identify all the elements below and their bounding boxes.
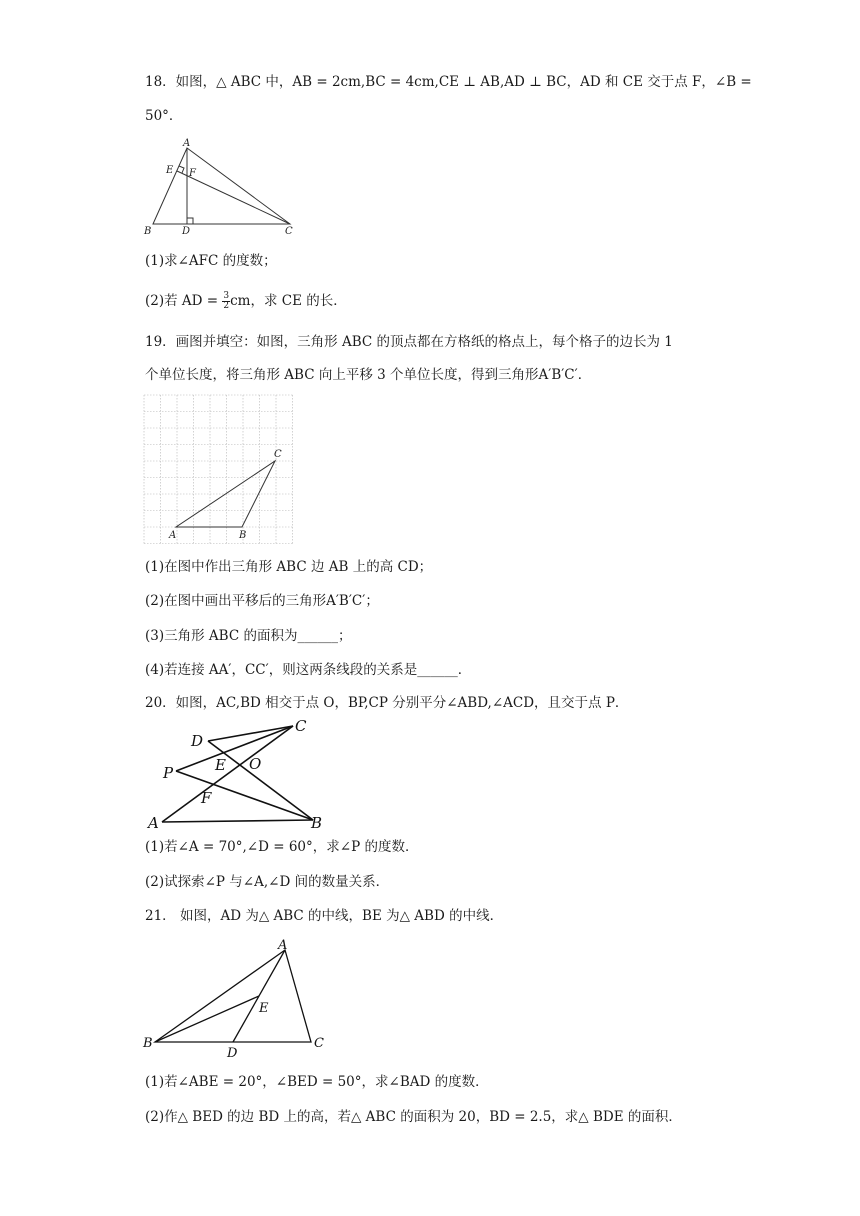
q21-label-d: D [227,1046,238,1061]
q19-stem-line1: 19．画图并填空：如图，三角形 ABC 的顶点都在方格纸的格点上，每个格子的边长为 1 [145,334,673,350]
q19-part3: (3)三角形 ABC 的面积为______； [145,628,352,644]
q19-part4: (4)若连接 AA′，CC′，则这两条线段的关系是______． [145,662,472,678]
q18-part2-prefix: (2)若 AD = [145,293,223,309]
q21-label-e: E [259,1001,269,1016]
q18-label-a: A [183,138,191,149]
q18-stem-line1: 18．如图，△ ABC 中，AB = 2cm,BC = 4cm,CE ⊥ AB,AD ⊥ BC，AD 和 CE 交于点 F，∠B = [145,74,752,90]
q21-label-a: A [278,938,288,953]
q20-label-c: C [295,717,307,735]
q21-part2: (2)作△ BED 的边 BD 上的高，若△ ABC 的面积为 20，BD = 2.5，求△ BDE 的面积． [145,1109,682,1125]
q21-label-c: C [314,1036,324,1051]
q18-label-c: C [285,226,293,237]
q18-frac-den: 2 [223,301,230,311]
q18-part2-suffix: cm，求 CE 的长． [230,293,347,309]
q20-label-o: O [249,755,262,773]
q20-stem: 20．如图，AC,BD 相交于点 O，BP,CP 分别平分∠ABD,∠ACD，且交于点 P． [145,695,629,711]
q18-label-b: B [144,226,152,237]
q18-fraction [222,292,230,311]
q20-part2: (2)试探索∠P 与∠A,∠D 间的数量关系． [145,874,390,890]
q20-label-d: D [191,732,204,750]
q19-label-a: A [169,530,177,541]
q19-stem-line2: 个单位长度，将三角形 ABC 向上平移 3 个单位长度，得到三角形A′B′C′． [145,367,592,383]
q19-part2: (2)在图中画出平移后的三角形A′B′C′； [145,593,379,609]
q21-figure [143,936,343,1061]
q21-label-b: B [143,1036,153,1051]
q20-figure [143,716,343,831]
q19-label-b: B [239,530,247,541]
q18-stem-line2: 50°． [145,108,183,124]
q20-label-p: P [163,764,174,782]
q19-triangle [176,461,275,527]
q19-part1: (1)在图中作出三角形 ABC 边 AB 上的高 CD； [145,559,433,575]
q18-part2 [145,292,347,311]
q18-label-d: D [182,226,191,237]
q20-part1: (1)若∠A = 70°,∠D = 60°，求∠P 的度数． [145,839,419,855]
q20-label-b: B [311,814,323,832]
q20-label-e: E [215,756,226,774]
q19-label-c: C [274,449,282,460]
q21-stem: 21． 如图，AD 为△ ABC 的中线，BE 为△ ABD 的中线． [145,908,504,924]
q20-label-f: F [201,789,212,807]
q18-figure [140,137,310,237]
q18-label-f: F [189,168,196,179]
q20-label-a: A [148,814,159,832]
q18-label-e: E [166,165,174,176]
q19-grid [144,395,293,544]
q21-part1: (1)若∠ABE = 20°，∠BED = 50°，求∠BAD 的度数． [145,1074,489,1090]
q18-part1: (1)求∠AFC 的度数； [145,253,277,269]
q18-frac-num: 3 [223,291,230,301]
q19-grid-figure [144,395,304,555]
